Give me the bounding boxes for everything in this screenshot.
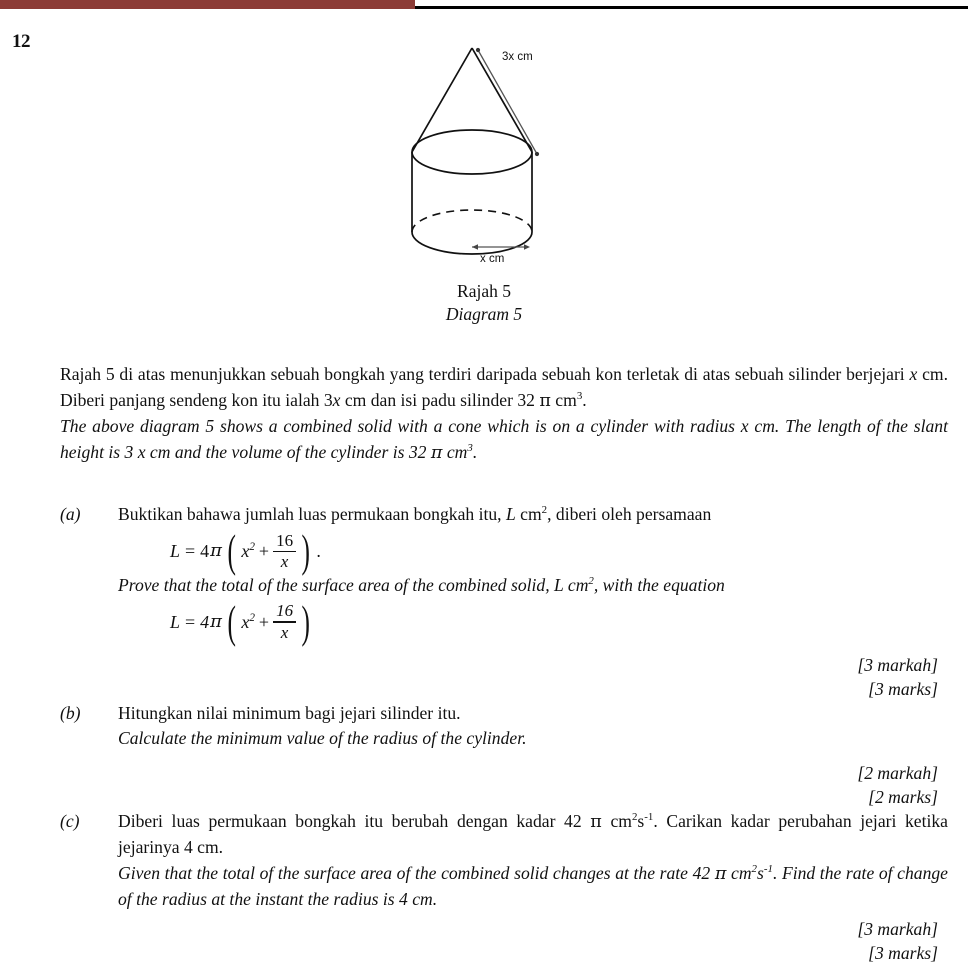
formula-a-my-term [241,542,255,560]
question-a-my [118,502,948,528]
question-a-en-sup: 2 [588,575,594,588]
intro-my-seg-b: cm. Diberi panjang sendeng kon itu ialah 3 [60,364,949,410]
formula-a-en-term-exp: 2 [249,612,255,625]
question-c-my-seg-a: Diberi luas permukaan bongkah itu berubah dengan kadar 42 [118,810,591,831]
intro-paragraph [60,362,948,466]
question-c-en-pi: π [714,863,727,884]
formula-a-my-term-base: x [241,541,250,562]
formula-a-en-inner [241,602,296,641]
intro-my-line1: Rajah 5 di atas menunjukkan sebuah bongkah yang terdiri daripada sebuah kon terletak di atas sebuah [60,364,784,384]
question-item-a [60,502,948,648]
question-c-my-sup2: -1 [644,810,654,823]
header-rule-line [415,6,968,9]
formula-a-en-paren-open: ( [227,596,236,648]
intro-my-seg-a: silinder berjejari [788,364,910,384]
question-label-c: (c) [60,810,80,831]
marks-c [60,917,948,965]
formula-a-en [170,596,948,648]
spacer [60,752,948,761]
question-label-b: (b) [60,702,81,723]
question-a-my-sup: 2 [541,504,548,517]
formula-a-en-denominator: x [280,622,289,642]
formula-a-my-term-exp: 2 [249,541,255,554]
intro-my-seg-d: cm [550,389,577,410]
formula-a-my-plus: + [258,541,270,562]
formula-a-my-numerator: 16 [276,530,294,550]
question-b-my: Hitungkan nilai minimum bagi jejari silinder itu. [118,702,461,723]
formula-a-en-pi: π [210,611,223,633]
formula-a-my-equals: = [185,541,196,562]
marks-c-my: [3 markah] [857,918,938,939]
figure-caption-my: Rajah 5 [457,281,511,301]
formula-a-my-paren-close: ) [301,525,310,577]
formula-a-my-pi: π [210,540,223,562]
formula-a-en-plus: + [258,612,270,633]
figure-caption-en: Diagram 5 [445,304,523,324]
formula-a-en-equals: = [185,612,196,633]
formula-a-my-coefficient: 4 [200,541,210,562]
question-c-my-seg-d: . Carikan kadar perubahan jejari ketika jejarinya 4 cm. [118,810,948,858]
question-content [60,362,948,965]
intro-en-period: . [472,441,478,462]
question-a-my-seg-b: cm [515,504,542,524]
cone-on-cylinder-diagram [394,34,574,274]
question-c-en-seg-b: cm [726,862,752,883]
question-c-my-seg-c: s [637,810,645,831]
formula-a-en-fraction [273,602,296,641]
formula-a-en-numerator: 16 [276,601,294,621]
formula-a-en-term [241,613,255,631]
formula-a-my-inner [241,532,296,571]
formula-a-my-denominator: x [280,551,289,571]
question-c-my [118,809,948,861]
intro-en [60,414,948,466]
question-a-en-seg-b: , with the equation [593,574,725,595]
marks-a [60,653,948,701]
question-c-my-seg-b: cm [601,810,632,831]
formula-a-en-coefficient: 4 [200,612,210,633]
question-c-my-sup1: 2 [631,810,638,823]
intro-en-pi: π [430,442,443,463]
formula-a-en-term-base: x [241,612,250,633]
marks-c-en: [3 marks] [868,942,938,963]
question-c-en-sup1: 2 [751,862,757,875]
slant-label: 3x cm [502,51,533,63]
header-accent-bar [0,0,415,9]
spacer [60,466,948,502]
question-item-b [60,701,948,752]
intro-my-pi: π [539,390,551,411]
formula-a-my-fraction [273,532,296,571]
formula-a-my-tail: . [316,541,321,562]
question-a-my-var-L: L [505,504,516,524]
intro-my-sup: 3 [576,389,583,402]
figure-block [0,34,968,326]
formula-a-my [170,525,948,577]
question-c-my-pi: π [590,811,602,832]
question-b-en: Calculate the minimum value of the radius of the cylinder. [118,728,527,749]
intro-my-seg-c: cm dan isi padu silinder 32 [340,389,540,410]
question-c-en [118,861,948,913]
intro-my [60,362,948,414]
intro-my-var-x2: x [332,389,341,410]
formula-a-en-paren-close: ) [301,596,310,648]
marks-b-en: [2 marks] [868,786,938,807]
marks-a-en: [3 marks] [868,678,938,699]
intro-en-seg-b: cm [442,441,468,462]
intro-my-period: . [582,389,587,410]
marks-b [60,761,948,809]
question-c-en-sup2: -1 [763,862,773,875]
question-a-en [118,573,948,599]
formula-a-my-lhs: L [170,541,181,562]
radius-label: x cm [480,253,505,265]
intro-en-seg-a: The above diagram 5 shows a combined solid with a cone which is on a cylinder with radius x cm. The length of the slant height is 3 x cm and the volume of the cylinder is 32 [60,416,948,462]
intro-my-var-x: x [909,364,918,384]
page-number: 12 [12,31,30,52]
marks-b-my: [2 markah] [857,762,938,783]
spacer [60,644,948,653]
question-a-my-seg-a: Buktikan bahawa jumlah luas permukaan bongkah itu, [118,504,506,524]
question-c-en-seg-d: . Find the rate of change of the radius at the instant the radius is 4 cm. [118,862,948,910]
question-item-c [60,809,948,913]
question-a-my-seg-c: , diberi oleh persamaan [547,504,712,524]
formula-a-my-paren-open: ( [227,525,236,577]
formula-a-en-lhs: L [170,612,181,633]
intro-en-sup: 3 [467,441,473,454]
question-a-en-seg-a: Prove that the total of the surface area of the combined solid, L cm [118,574,589,595]
marks-a-my: [3 markah] [857,654,938,675]
question-c-en-seg-a: Given that the total of the surface area of the combined solid changes at the rate 42 [118,862,715,883]
question-c-en-seg-c: s [756,862,764,883]
question-label-a: (a) [60,504,81,524]
